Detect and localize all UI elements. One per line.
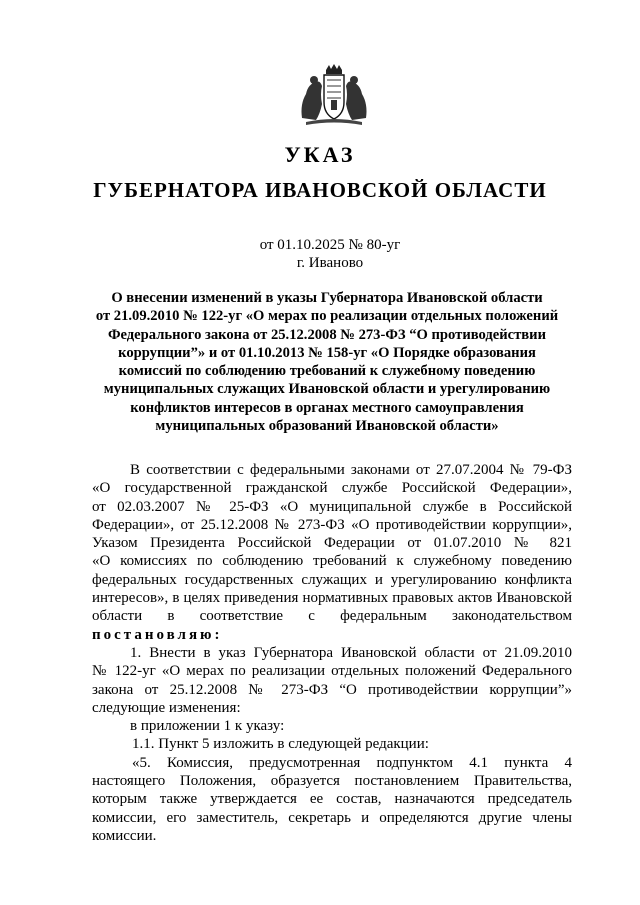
item-line: № 122-уг «О мерах по реализации отдельных положений Федерального <box>92 663 572 680</box>
preamble-line: области в соответствие с федеральным законодательством <box>92 608 572 625</box>
preamble-line: «О комиссиях по соблюдению требований к служебному поведению <box>92 553 572 570</box>
subject-line: от 21.09.2010 № 122-уг «О мерах по реализации отдельных положений <box>95 308 559 325</box>
preamble-line: Федерации», от 25.12.2008 № 273-ФЗ «О противодействии коррупции», <box>92 516 572 533</box>
appendix-line: в приложении 1 к указу: <box>130 718 285 735</box>
resolve-colon: : <box>214 626 220 643</box>
item-line: следующие изменения: <box>92 699 241 716</box>
quote-line: комиссии, его заместитель, секретарь и определяются другие члены <box>92 809 572 826</box>
preamble-line: «О государственной гражданской службе Российской Федерации», <box>92 480 572 497</box>
ivanovo-coat-of-arms-icon <box>296 64 372 128</box>
quote-line: комиссии. <box>92 827 157 844</box>
subitem-line: 1.1. Пункт 5 изложить в следующей редакции: <box>132 736 429 753</box>
subject-line: комиссий по соблюдению требований к служебному поведению <box>118 363 536 380</box>
document-date: от 01.10.2025 № 80-уг <box>259 237 401 253</box>
quote-line: «5. Комиссия, предусмотренная подпунктом 4.1 пункта 4 <box>132 754 572 771</box>
document-subject <box>92 289 562 435</box>
preamble-line: В соответствии с федеральными законами от 27.07.2004 № 79-ФЗ <box>130 462 572 478</box>
subject-line: коррупции”» и от 01.10.2013 № 158-уг «О Порядке образования <box>118 344 536 361</box>
quote-line: которым также утверждается ее состав, назначаются председатель <box>92 791 572 808</box>
subject-line: О внесении изменений в указы Губернатора Ивановской области <box>111 290 543 306</box>
preamble-line: от 02.03.2007 № 25-ФЗ «О муниципальной службе в Российской <box>92 498 572 515</box>
item-line: закона от 25.12.2008 № 273-ФЗ “О противодействии коррупции”» <box>92 681 572 698</box>
quote-line: настоящего Положения, образуется постановлением Правительства, <box>92 773 572 790</box>
preamble-line: федеральных государственных служащих и урегулированию конфликта <box>92 571 572 588</box>
subject-line: Федерального закона от 25.12.2008 № 273-ФЗ “О противодействии <box>107 326 547 343</box>
resolve-word: постановляю <box>92 626 215 643</box>
subject-line: конфликтов интересов в органах местного самоуправления <box>130 399 524 416</box>
document-dateline <box>0 236 640 272</box>
item-line: 1. Внести в указ Губернатора Ивановской области от 21.09.2010 <box>130 644 572 661</box>
document-city: г. Иваново <box>296 255 364 271</box>
document-title: УКАЗ <box>284 142 356 167</box>
preamble-line: Указом Президента Российской Федерации от 01.07.2010 № 821 <box>92 535 572 552</box>
subject-line: муниципальных служащих Ивановской области и урегулированию <box>103 381 551 398</box>
resolution-clause <box>92 626 572 644</box>
document-issuer: ГУБЕРНАТОРА ИВАНОВСКОЙ ОБЛАСТИ <box>93 178 547 202</box>
subject-line: муниципальных образований Ивановской области» <box>155 418 499 435</box>
preamble-line: интересов», в целях приведения нормативных правовых актов Ивановской <box>92 590 572 607</box>
document-body <box>92 461 572 845</box>
